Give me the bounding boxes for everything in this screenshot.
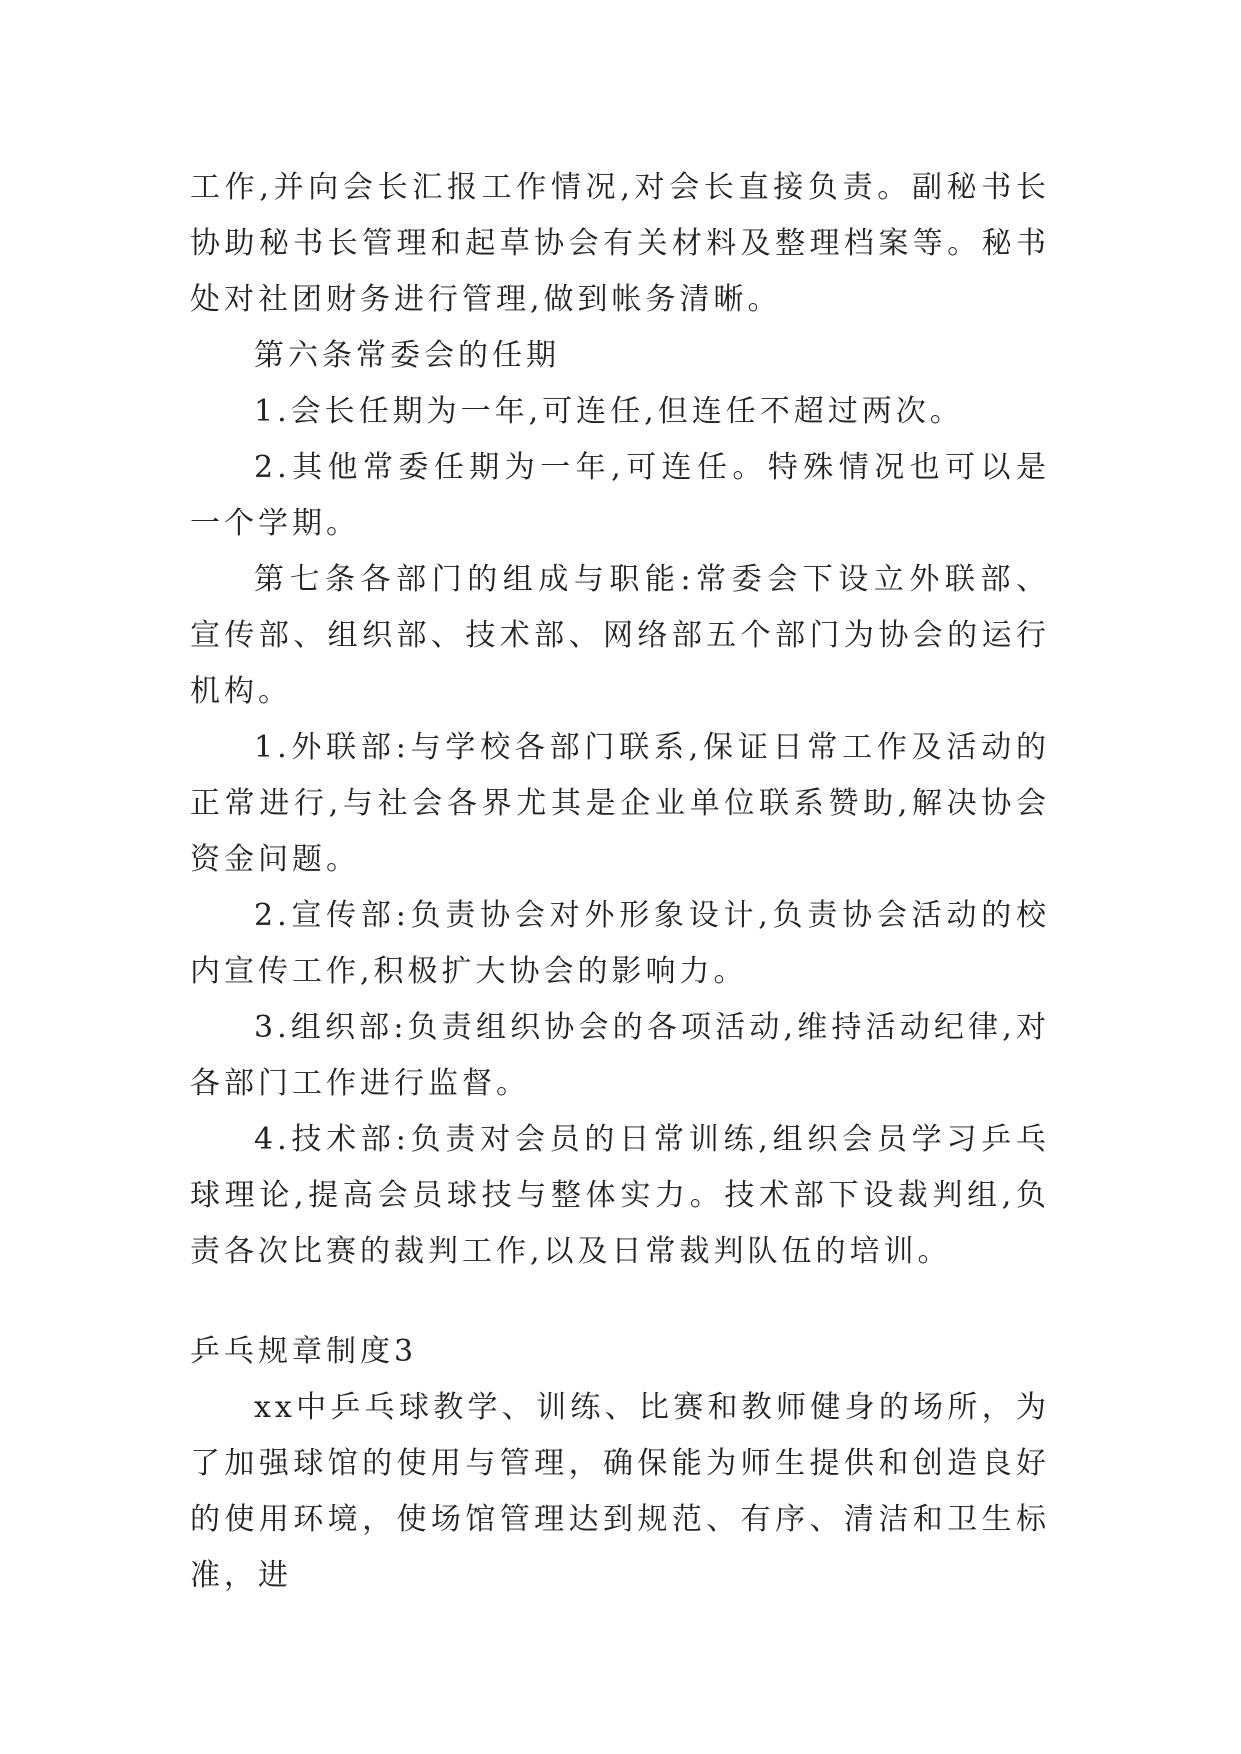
article-7-title: 第七条各部门的组成与职能:常委会下设立外联部、宣传部、组织部、技术部、网络部五个部门为协会的运行机构。: [190, 562, 1050, 709]
section-intro-paragraph: xx中乒乓球教学、训练、比赛和教师健身的场所，为了加强球馆的使用与管理，确保能为师生提供和创造良好的使用环境，使场馆管理达到规范、有序、清洁和卫生标准，进: [190, 1390, 1050, 1593]
document-body: [190, 160, 1050, 1604]
section-heading: 乒乓规章制度3: [190, 1334, 418, 1369]
article-7-item-2: 2.宣传部:负责协会对外形象设计,负责协会活动的校内宣传工作,积极扩大协会的影响力。: [190, 898, 1050, 989]
article-6-title: 第六条常委会的任期: [254, 338, 560, 373]
article-7-item-3: 3.组织部:负责组织协会的各项活动,维持活动纪律,对各部门工作进行监督。: [190, 1010, 1050, 1101]
article-6-item-2: 2.其他常委任期为一年,可连任。特殊情况也可以是一个学期。: [190, 450, 1050, 541]
article-7-item-1: 1.外联部:与学校各部门联系,保证日常工作及活动的正常进行,与社会各界尤其是企业单位联系赞助,解决协会资金问题。: [190, 730, 1050, 877]
paragraph-secretariat-duties: 工作,并向会长汇报工作情况,对会长直接负责。副秘书长协助秘书长管理和起草协会有关材料及整理档案等。秘书处对社团财务进行管理,做到帐务清晰。: [190, 170, 1050, 317]
article-7-item-4: 4.技术部:负责对会员的日常训练,组织会员学习乒乓球理论,提高会员球技与整体实力。技术部下设裁判组,负责各次比赛的裁判工作,以及日常裁判队伍的培训。: [190, 1122, 1050, 1269]
article-6-item-1: 1.会长任期为一年,可连任,但连任不超过两次。: [254, 394, 964, 429]
